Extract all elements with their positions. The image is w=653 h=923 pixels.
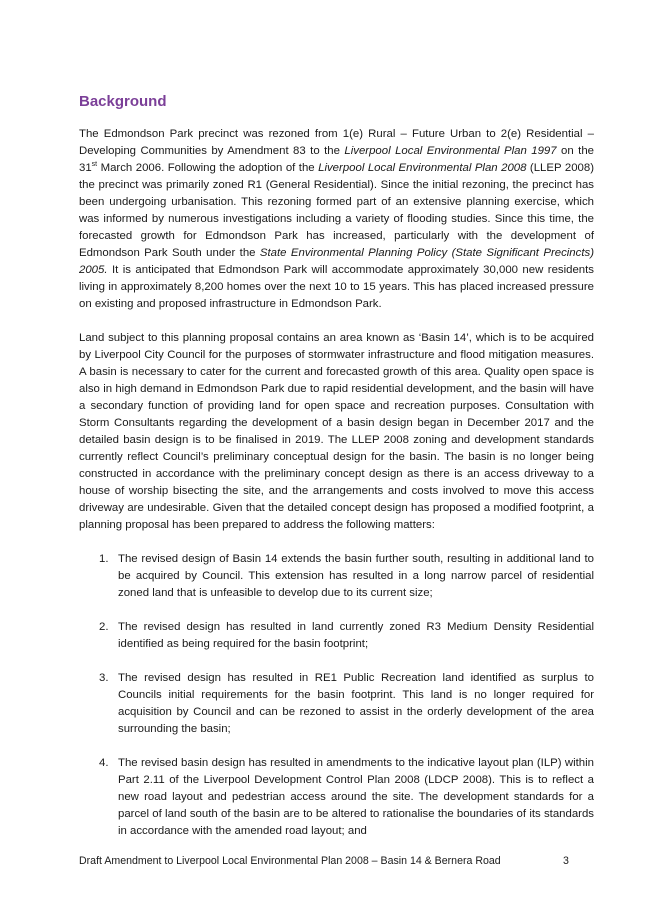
paragraph-basin-14: Land subject to this planning proposal contains an area known as ‘Basin 14’, which is to be acquired by Liverpool City Council for the purposes of stormwater infrastructure and flood mitigation measures. A basin is necessary to cater for the current and forecasted growth of this area. Quality open space is also in high demand in Edmondson Park due to rapid residential development, and the basin will have a secondary function of providing land for open space and recreation purposes. Consultation with Storm Consultants regarding the development of a basin design began in December 2017 and the detailed basin design is to be finalised in 2019. The LLEP 2008 zoning and development standards currently reflect Council’s preliminary conceptual design for the basin. The basin is no longer being constructed in accordance with the preliminary concept design as there is an access driveway to a house of worship bisecting the site, and the arrangements and costs involved to move this access driveway are undesirable. Given that the detailed concept design has proposed a modified footprint, a planning proposal has been prepared to address the following matters:	[79, 332, 594, 531]
document-body	[79, 126, 594, 857]
list-item: 1. The revised design of Basin 14 extends the basin further south, resulting in additional land to be acquired by Council. This extension has resulted in a long narrow parcel of residential zoned land that is unfeasible to develop due to its current size;	[99, 553, 594, 599]
list-item: 3. The revised design has resulted in RE1 Public Recreation land identified as surplus to Councils initial requirements for the basin footprint. This land is no longer required for acquisition by Council and can be rezoned to assist in the orderly development of the area surrounding the basin;	[99, 672, 594, 735]
list-item: 2. The revised design has resulted in land currently zoned R3 Medium Density Residential identified as being required for the basin footprint;	[99, 621, 594, 650]
list-item: 4. The revised basin design has resulted in amendments to the indicative layout plan (ILP) within Part 2.11 of the Liverpool Development Control Plan 2008 (LDCP 2008). This is to reflect a new road layout and pedestrian access around the site. The development standards for a parcel of land south of the basin are to be altered to rationalise the boundaries of its standards in accordance with the amended road layout; and	[99, 757, 594, 837]
section-heading: Background	[79, 93, 167, 110]
footer-title: Draft Amendment to Liverpool Local Environmental Plan 2008 – Basin 14 & Bernera Road	[79, 855, 501, 867]
matters-list	[79, 551, 594, 840]
paragraph-precinct-history: The Edmondson Park precinct was rezoned from 1(e) Rural – Future Urban to 2(e) Residential – Developing Communities by Amendment 83 to the Liverpool Local Environmental Plan 1997 on the 31st March 2006. Following the adoption of the Liverpool Local Environmental Plan 2008 (LLEP 2008) the precinct was primarily zoned R1 (General Residential). Since the initial rezoning, the precinct has been undergoing urbanisation. This rezoning formed part of an extensive planning exercise, which was informed by numerous investigations including a variety of flooding studies. Since this time, the forecasted growth for Edmondson Park has increased, particularly with the development of Edmondson Park South under the State Environmental Planning Policy (State Significant Precincts) 2005. It is anticipated that Edmondson Park will accommodate approximately 30,000 new residents living in approximately 8,200 homes over the next 10 to 15 years. This has placed increased pressure on existing and proposed infrastructure in Edmondson Park.	[79, 128, 594, 310]
page-footer	[79, 855, 574, 867]
page-number: 3	[563, 855, 569, 867]
